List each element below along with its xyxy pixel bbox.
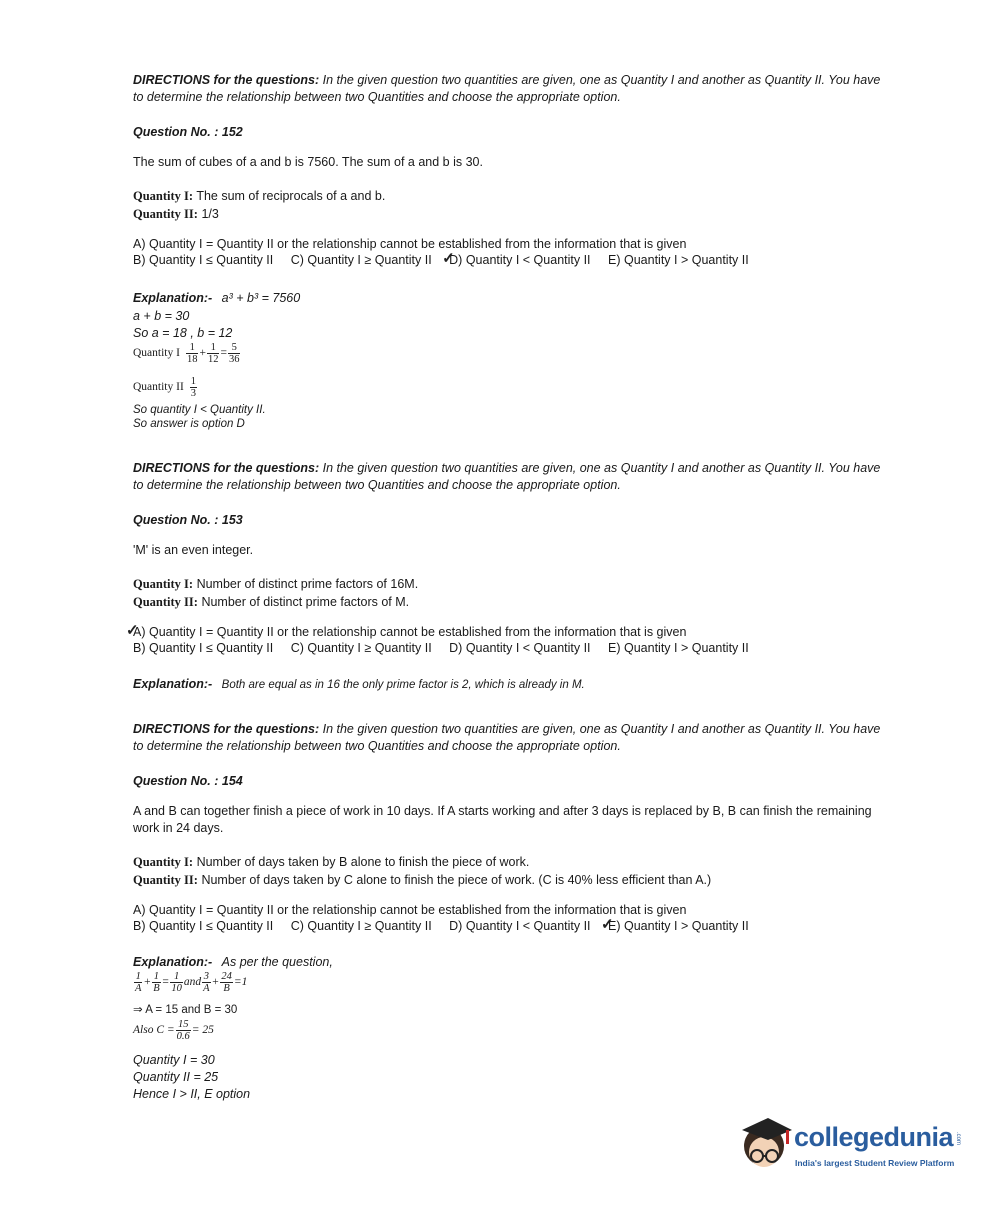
collegedunia-logo xyxy=(738,1110,963,1180)
option-a-154: A) Quantity I = Quantity II or the relationship cannot be established from the information that is given xyxy=(133,903,687,917)
result-line: ⇒ A = 15 and B = 30 xyxy=(133,1004,238,1016)
explanation-154: Explanation:- As per the question, xyxy=(133,955,333,969)
explanation-line: a + b = 30 xyxy=(133,309,190,323)
explanation-line: So quantity I < Quantity II. xyxy=(133,404,266,416)
explanation-label: Explanation:- xyxy=(133,291,213,305)
option-a-152: A) Quantity I = Quantity II or the relationship cannot be established from the information that is given xyxy=(133,237,687,251)
directions-153: DIRECTIONS for the questions: In the given question two quantities are given, one as Quantity I and another as Quantity II. You have to determine the relationship between two Quantities and choose the appropriate option. xyxy=(133,461,881,492)
brand-tagline: India's largest Student Review Platform xyxy=(795,1158,955,1168)
explanation-line: Quantity I = 30 xyxy=(133,1053,215,1067)
options-row-154: B) Quantity I ≤ Quantity II C) Quantity I ≥ Quantity II D) Quantity I < Quantity II ✓ E) Quantity I > Quantity II xyxy=(133,918,893,935)
equation-row: $\frac{1}{A}$ + $\frac{1}{B}$ = $\frac{1}{10}$ and $\frac{3}{A}$ + $\frac{24}{B}$ =1 xyxy=(135,971,248,994)
option-e: E) Quantity I > Quantity II xyxy=(608,253,749,267)
question-stem-152: The sum of cubes of a and b is 7560. The sum of a and b is 30. xyxy=(133,155,483,169)
question-number-153: Question No. : 153 xyxy=(133,513,243,527)
directions-label: DIRECTIONS for the questions: xyxy=(133,73,320,87)
quantity-two-fraction: Quantity II $\frac{1}{3}$ xyxy=(133,376,197,399)
options-row-153: B) Quantity I ≤ Quantity II C) Quantity I ≥ Quantity II D) Quantity I < Quantity II E) Quantity I > Quantity II xyxy=(133,641,749,655)
options-row-152 xyxy=(133,252,893,269)
explanation-line: So answer is option D xyxy=(133,418,245,430)
explanation-line: Hence I > II, E option xyxy=(133,1087,251,1101)
explanation-line: Quantity II = 25 xyxy=(133,1070,219,1084)
explanation-153: Explanation:- Both are equal as in 16 the only prime factor is 2, which is already in M. xyxy=(133,677,585,691)
question-number-152: Question No. : 152 xyxy=(133,125,243,139)
directions-text: In the given question two quantities are given, one as Quantity I and another as Quantity II. You have to determine the relationship between two Quantities and choose the appropriate option. xyxy=(133,73,881,104)
brand-suffix: .com xyxy=(955,1132,961,1146)
question-number-154: Question No. : 154 xyxy=(133,774,243,788)
c-fraction: Also C = $\frac{15}{0.6}$ = 25 xyxy=(133,1019,214,1042)
quantity-one-153: Quantity I: Number of distinct prime factors of 16M. xyxy=(133,577,419,591)
explanation-line: So a = 18 , b = 12 xyxy=(133,326,233,340)
directions-152 xyxy=(133,72,893,106)
option-a-153-correct: ✓ A) Quantity I = Quantity II or the relationship cannot be established from the information that is given xyxy=(133,624,893,641)
quantity-two-152: Quantity II: 1/3 xyxy=(133,207,219,221)
quantity-two-153: Quantity II: Number of distinct prime factors of M. xyxy=(133,595,410,609)
quantity-one-152: Quantity I: The sum of reciprocals of a and b. xyxy=(133,189,386,203)
question-stem-154: A and B can together finish a piece of work in 10 days. If A starts working and after 3 days is replaced by B, B can finish the remaining work in 24 days. xyxy=(133,804,872,835)
option-e-correct: ✓ E) Quantity I > Quantity II xyxy=(608,919,749,933)
mascot-icon xyxy=(738,1110,796,1180)
option-b: B) Quantity I ≤ Quantity II xyxy=(133,253,274,267)
quantity-one-fraction: Quantity I $\frac{1}{18}$ + $\frac{1}{12}$ = $\frac{5}{36}$ xyxy=(133,342,240,365)
explanation-152: Explanation:- a³ + b³ = 7560 xyxy=(133,291,301,305)
quantity-two-154: Quantity II: Number of days taken by C alone to finish the piece of work. (C is 40% less efficient than A.) xyxy=(133,873,712,887)
question-stem-153: 'M' is an even integer. xyxy=(133,543,254,557)
quantity-one-154: Quantity I: Number of days taken by B alone to finish the piece of work. xyxy=(133,855,530,869)
option-d-correct: ✓ D) Quantity I < Quantity II xyxy=(449,253,590,267)
directions-154: DIRECTIONS for the questions: In the given question two quantities are given, one as Quantity I and another as Quantity II. You have to determine the relationship between two Quantities and choose the appropriate option. xyxy=(133,722,881,753)
brand-name: collegedunia xyxy=(794,1122,954,1152)
option-c: C) Quantity I ≥ Quantity II xyxy=(290,253,432,267)
